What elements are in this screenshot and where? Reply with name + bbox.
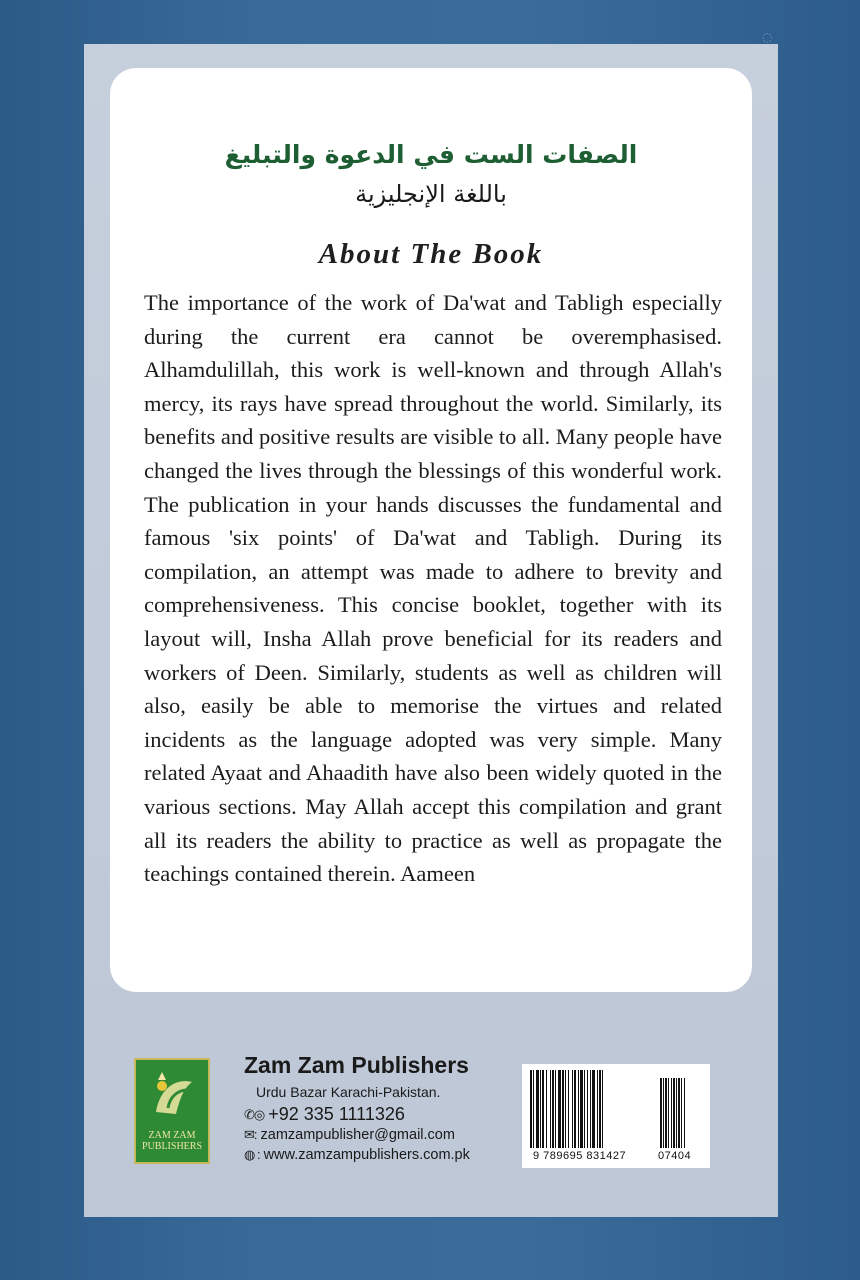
barcode-bar — [540, 1070, 541, 1148]
corner-decoration-icon: ◌ — [762, 30, 773, 44]
barcode-bar — [584, 1070, 585, 1148]
barcode-bar — [578, 1070, 579, 1148]
publisher-address: Urdu Bazar Karachi-Pakistan. — [256, 1084, 441, 1100]
website-address: www.zamzampublishers.com.pk — [263, 1147, 470, 1163]
website-row — [244, 1147, 470, 1163]
barcode-bar — [542, 1070, 544, 1148]
isbn-number: 9 789695 831427 — [533, 1150, 627, 1162]
barcode-addon-bar — [676, 1078, 677, 1148]
barcode-bar — [530, 1070, 532, 1148]
barcode-addon-bar — [665, 1078, 667, 1148]
barcode-bar — [546, 1070, 547, 1148]
barcode-bar — [533, 1070, 534, 1148]
barcode-bar — [550, 1070, 551, 1148]
logo-line2: PUBLISHERS — [141, 1141, 202, 1152]
phone-whatsapp-icon: ✆◎ — [244, 1106, 265, 1122]
about-text: The importance of the work of Da'wat and Tabligh especially during the current era cannot be overemphasised. Alhamdulillah, this work is well-known and through Allah's mercy, its rays have spread throughout the world. Similarly, its benefits and positive results are visible to all. Many people have changed the lives through the blessings of this wonderful work. The publication in your hands discusses the fundamental and famous 'six points' of Da'wat and Tabligh. During its compilation, an attempt was made to adhere to brevity and comprehensiveness. This concise booklet, together with its layout will, Insha Allah prove beneficial for its readers and workers of Deen. Similarly, students as well as children will also, easily be able to memorise the virtues and related incidents as the language adopted was very simple. Many related Ayaat and Ahaadith have also been widely quoted in the various sections. May Allah accept this compilation and grant all its readers the ability to practice as well as propagate the teachings contained therein. Aameen — [144, 290, 722, 887]
barcode-addon-bar — [663, 1078, 664, 1148]
barcode-addon-bar — [684, 1078, 685, 1148]
barcode-addon-bar — [673, 1078, 675, 1148]
barcode-bar — [572, 1070, 573, 1148]
barcode-bar — [574, 1070, 576, 1148]
barcode-bar — [580, 1070, 583, 1148]
barcode-bar — [587, 1070, 588, 1148]
email-icon: ✉: — [244, 1127, 257, 1142]
barcode-bar — [552, 1070, 554, 1148]
publisher-logo — [134, 1058, 210, 1164]
barcode-bar — [558, 1070, 561, 1148]
barcode-addon-bar — [660, 1078, 662, 1148]
barcode-addon-bar — [678, 1078, 680, 1148]
email-row — [244, 1127, 455, 1143]
barcode-bar — [562, 1070, 564, 1148]
barcode-bar — [536, 1070, 539, 1148]
logo-line1: ZAM ZAM — [148, 1130, 196, 1141]
logo-text — [136, 1130, 208, 1152]
email-address: zamzampublisher@gmail.com — [260, 1127, 455, 1143]
phone-row — [244, 1104, 405, 1125]
barcode-bar — [565, 1070, 566, 1148]
barcode-bar — [555, 1070, 556, 1148]
barcode-addon-bar — [671, 1078, 672, 1148]
about-heading: About The Book — [318, 238, 544, 270]
barcode-bar — [568, 1070, 569, 1148]
barcode-bar — [602, 1070, 603, 1148]
globe-icon: ◍ : — [244, 1147, 260, 1162]
zamzam-logo-icon — [146, 1068, 202, 1124]
isbn-addon: 07404 — [658, 1150, 692, 1162]
barcode-addon-bar — [668, 1078, 669, 1148]
arabic-title-line2: باللغة الإنجليزية — [355, 180, 507, 208]
barcode-bar — [590, 1070, 591, 1148]
phone-number: +92 335 1111326 — [268, 1104, 405, 1124]
arabic-title-line1: الصفات الست في الدعوة والتبليغ — [224, 140, 638, 169]
barcode-addon-bar — [681, 1078, 682, 1148]
about-card — [110, 68, 752, 992]
barcode-bar — [599, 1070, 601, 1148]
barcode-bars — [528, 1070, 704, 1150]
barcode-bar — [597, 1070, 598, 1148]
publisher-name: Zam Zam Publishers — [244, 1052, 469, 1078]
barcode-bar — [592, 1070, 595, 1148]
